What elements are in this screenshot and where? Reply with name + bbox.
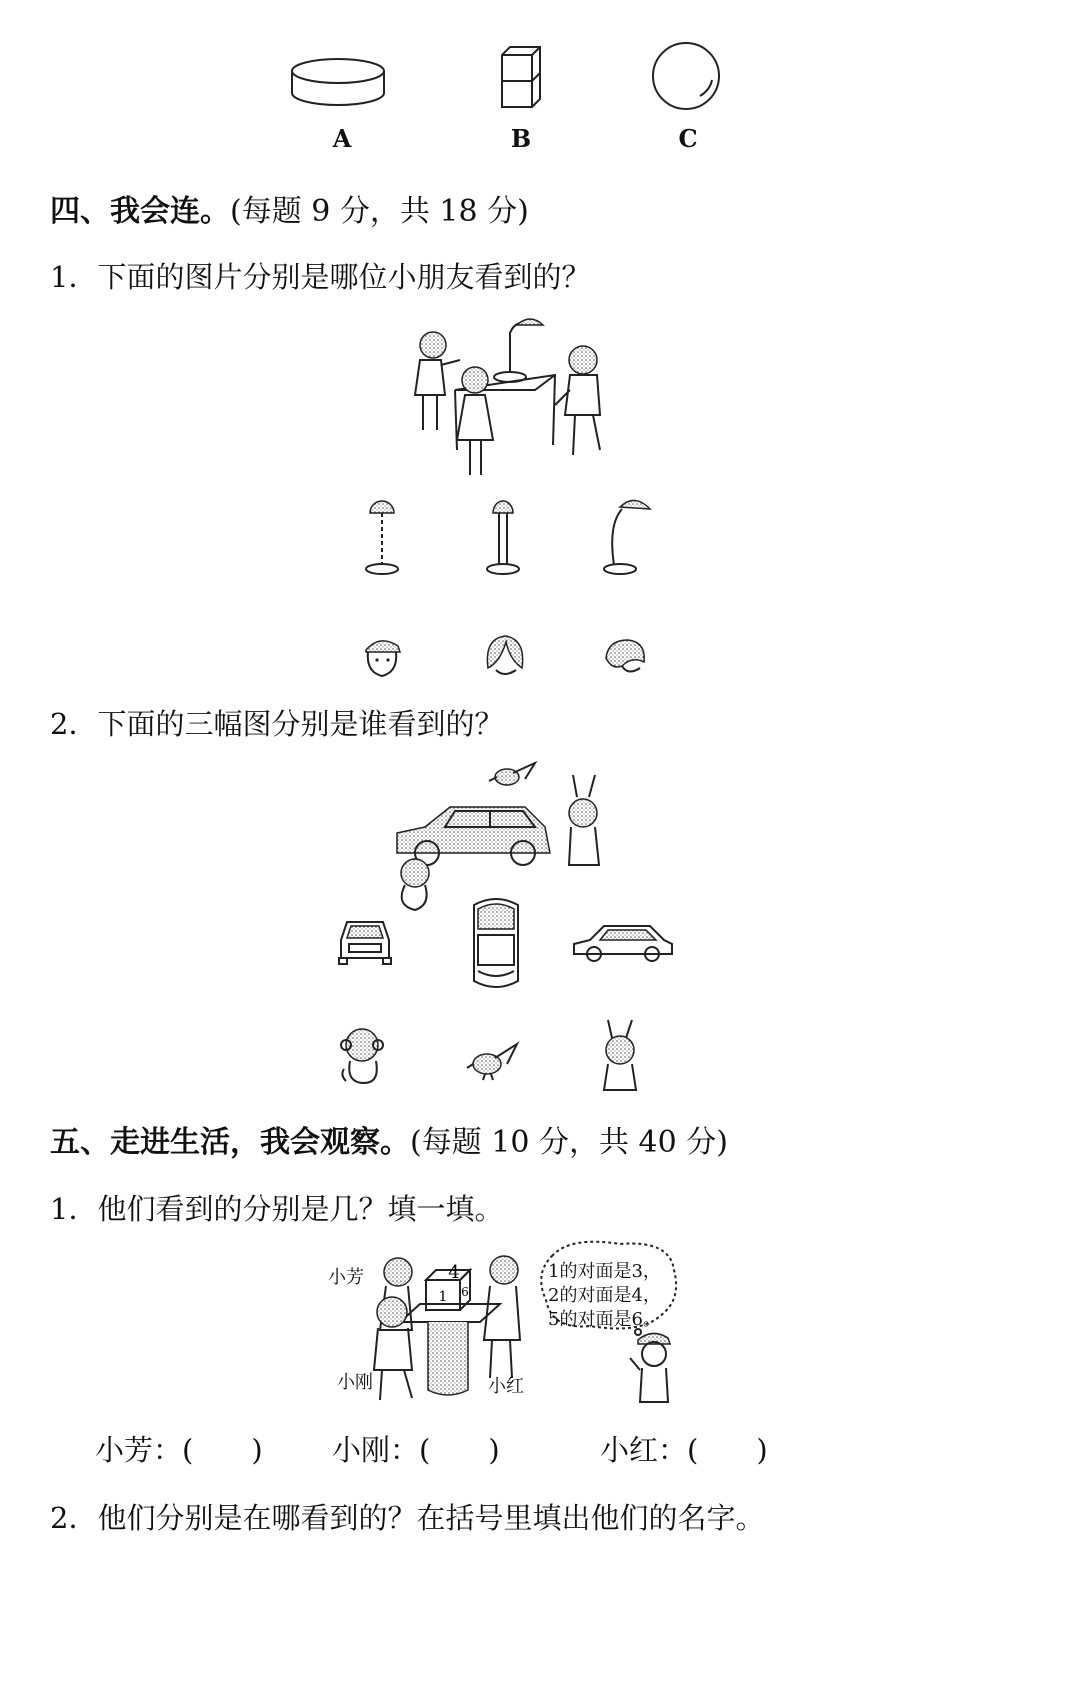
- label-xiaohong: 小红: [488, 1376, 524, 1397]
- dice-side-face: 6: [461, 1285, 469, 1299]
- section-5-points: (每题 10 分，共 40 分): [410, 1125, 728, 1160]
- bubble-line-2: 2的对面是4，: [548, 1285, 661, 1306]
- cylinder-icon: [290, 55, 390, 115]
- section-4-question-1: 1．下面的图片分别是哪位小朋友看到的？: [50, 260, 591, 294]
- xiaohong-figure: [484, 1256, 520, 1378]
- car-top-icon: [468, 895, 524, 993]
- dice-front-face: 1: [438, 1289, 448, 1305]
- bird-figure: [489, 763, 535, 785]
- section-4-question-2: 2．下面的三幅图分别是谁看到的？: [50, 707, 504, 741]
- xiaogang-figure: [374, 1297, 412, 1400]
- bubble-line-3: 5的对面是6。: [548, 1309, 661, 1330]
- girl-middle-figure: [457, 367, 493, 475]
- shape-label-b: B: [510, 124, 532, 153]
- label-xiaogang: 小刚: [337, 1372, 373, 1393]
- monkey-figure: [401, 859, 429, 910]
- answer-xiaogang[interactable]: 小刚：( ): [332, 1433, 500, 1467]
- dice-top-face: 4: [448, 1262, 460, 1283]
- section-4-points: (每题 9 分，共 18 分): [230, 194, 529, 229]
- bubble-line-1: 1的对面是3，: [548, 1261, 661, 1282]
- rabbit-icon: [596, 1020, 646, 1094]
- answer-xiaofang[interactable]: 小芳：( ): [95, 1433, 263, 1467]
- girl-head-icon: [482, 632, 528, 680]
- car-figure: [397, 807, 550, 865]
- girl-cap-figure: [415, 332, 460, 430]
- car-side-icon: [570, 920, 675, 966]
- stacked-cubes-icon: [498, 45, 543, 110]
- shape-label-c: C: [678, 124, 698, 153]
- lamp-scene-illustration: [405, 315, 615, 485]
- section-5-title: 五、走进生活，我会观察。: [50, 1125, 410, 1160]
- section-4-heading: [50, 186, 529, 230]
- girl-cap-head-icon: [360, 632, 406, 680]
- answer-xiaohong[interactable]: 小红：( ): [600, 1433, 768, 1467]
- boy-head-icon: [602, 636, 648, 680]
- shape-label-a: A: [332, 124, 352, 153]
- observer-boy-figure: [630, 1333, 670, 1402]
- car-scene-illustration: [385, 755, 625, 915]
- desk-lamp-icon: [362, 495, 402, 580]
- dice-icon: [426, 1262, 470, 1310]
- bird-icon: [465, 1040, 521, 1082]
- desk-lamp-icon: [483, 495, 523, 580]
- monkey-icon: [340, 1025, 388, 1087]
- boy-right-figure: [555, 346, 600, 455]
- section-4-title: 四、我会连。: [50, 194, 230, 229]
- sphere-icon: [650, 40, 722, 112]
- desk-lamp-icon: [600, 495, 655, 580]
- section-5-heading: [50, 1117, 728, 1161]
- section-5-question-2: 2．他们分别是在哪看到的？在括号里填出他们的名字。: [50, 1501, 765, 1535]
- rabbit-figure: [569, 775, 599, 865]
- car-front-icon: [335, 918, 395, 968]
- label-xiaofang: 小芳: [328, 1267, 364, 1288]
- section-5-question-1: 1．他们看到的分别是几？填一填。: [50, 1192, 504, 1226]
